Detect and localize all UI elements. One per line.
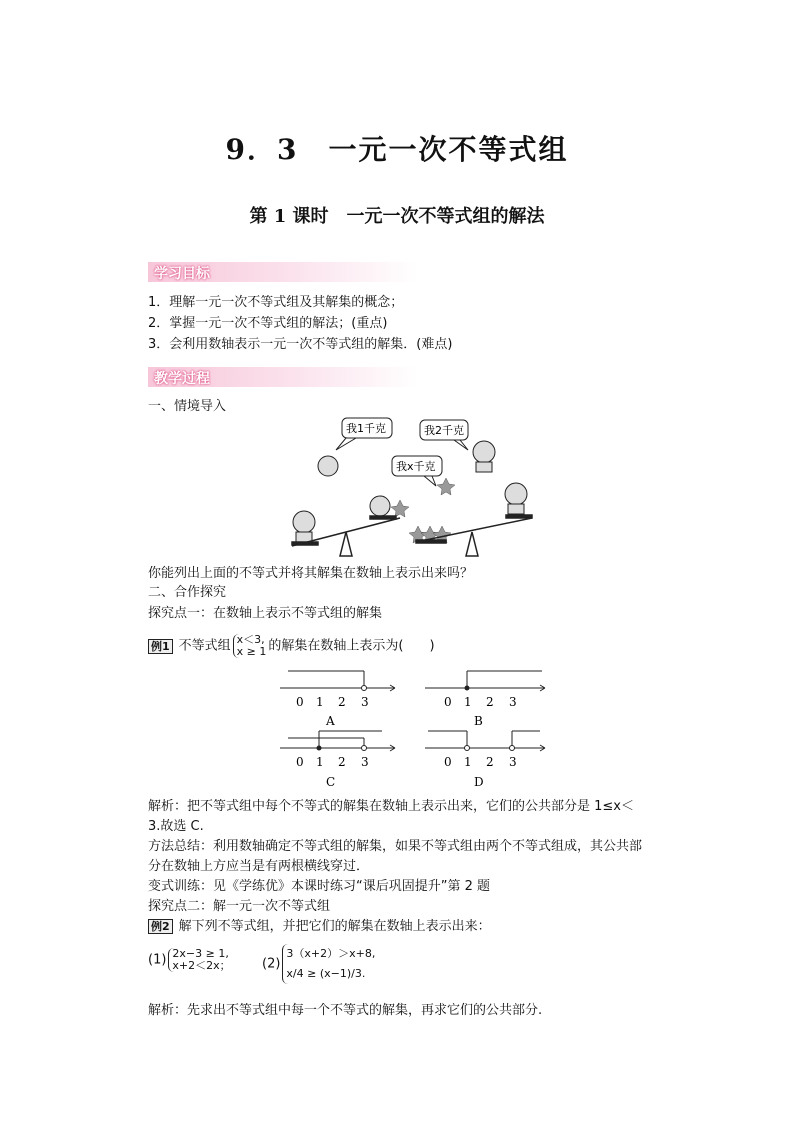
inequality-line: x ≥ 1: [236, 645, 267, 658]
question-text: 你能列出上面的不等式并将其解集在数轴上表示出来吗？: [148, 566, 474, 581]
inequality-line: 3（x+2）＞x+8,: [286, 947, 376, 960]
variant-training: 变式训练：见《学练优》本课时练习“课后巩固提升”第 2 题: [148, 879, 491, 894]
tick-label: 3: [361, 755, 369, 769]
section-explore: 二、合作探究: [148, 585, 227, 600]
option-label: A: [326, 714, 335, 728]
system-1: [148, 948, 233, 972]
goal-item: 1．理解一元一次不等式组及其解集的概念；: [148, 295, 404, 310]
section-intro: 一、情境导入: [148, 399, 227, 414]
tick-label: 3: [509, 695, 517, 709]
tick-label: 0: [296, 755, 304, 769]
process-label: 教学过程: [154, 371, 210, 387]
tick-label: 2: [338, 755, 346, 769]
example-2-tag: 例2: [148, 919, 173, 934]
number-line-options: [270, 664, 560, 794]
bubble-1kg: 我1千克: [346, 422, 386, 435]
inequality-line: 2x−3 ≥ 1,: [172, 947, 229, 960]
tick-label: 3: [509, 755, 517, 769]
goal-item: 2．掌握一元一次不等式组的解法；(重点): [148, 316, 388, 331]
goal-item: 3．会利用数轴表示一元一次不等式组的解集．(难点): [148, 337, 453, 352]
system-2: [262, 944, 377, 984]
inequality-line: x＜3,: [236, 633, 265, 646]
example-1: [148, 634, 435, 658]
tick-label: 1: [464, 755, 472, 769]
inequality-system: [233, 634, 267, 658]
option-label: C: [326, 775, 336, 789]
tick-label: 2: [486, 695, 494, 709]
method-summary: 方法总结：利用数轴确定不等式组的解集，如果不等式组由两个不等式组成，其公共部: [148, 839, 643, 854]
lesson-subtitle: 第 1 课时 一元一次不等式组的解法: [249, 206, 545, 227]
tick-label: 0: [444, 695, 452, 709]
tick-label: 1: [464, 695, 472, 709]
page-title: 9．3 一元一次不等式组: [225, 133, 569, 166]
option-label: D: [474, 775, 484, 789]
explore-point-1: 探究点一：在数轴上表示不等式组的解集: [148, 606, 383, 621]
system-2-brace: [282, 944, 375, 984]
example-1-tag: 例1: [148, 639, 173, 654]
tick-label: 3: [361, 695, 369, 709]
goals-label: 学习目标: [154, 266, 210, 282]
tick-label: 1: [316, 755, 324, 769]
explore-point-2: 探究点二：解一元一次不等式组: [148, 899, 331, 914]
method-summary-cont: 分在数轴上方应当是有两根横线穿过．: [148, 859, 370, 874]
process-header: [148, 367, 418, 387]
inequality-line: x/4 ≥ (x−1)/3.: [286, 967, 366, 980]
bubble-xkg: 我x千克: [396, 460, 436, 473]
bubble-2kg: 我2千克: [424, 424, 464, 437]
example-2-text: 解下列不等式组，并把它们的解集在数轴上表示出来：: [178, 919, 491, 934]
analysis-2: 解析：先求出不等式组中每一个不等式的解集，再求它们的公共部分.: [148, 1003, 543, 1018]
analysis-1-cont: 3.故选 C.: [148, 819, 204, 834]
tick-label: 2: [486, 755, 494, 769]
example-1-pre: 不等式组: [178, 638, 231, 654]
system-1-brace: [168, 948, 230, 972]
tick-label: 2: [338, 695, 346, 709]
tick-label: 0: [444, 755, 452, 769]
analysis-1: 解析：把不等式组中每个不等式的解集在数轴上表示出来，它们的公共部分是 1≤x＜: [148, 799, 634, 814]
tick-label: 1: [316, 695, 324, 709]
example-2: [148, 918, 491, 936]
system-2-label: (2): [262, 956, 281, 972]
option-label: B: [474, 714, 483, 728]
tick-label: 0: [296, 695, 304, 709]
balance-illustration: [284, 414, 544, 562]
system-1-label: (1): [148, 952, 167, 968]
inequality-line: x+2＜2x；: [172, 959, 231, 972]
goals-header: [148, 262, 418, 282]
example-1-post: 的解集在数轴上表示为( ): [268, 638, 435, 654]
